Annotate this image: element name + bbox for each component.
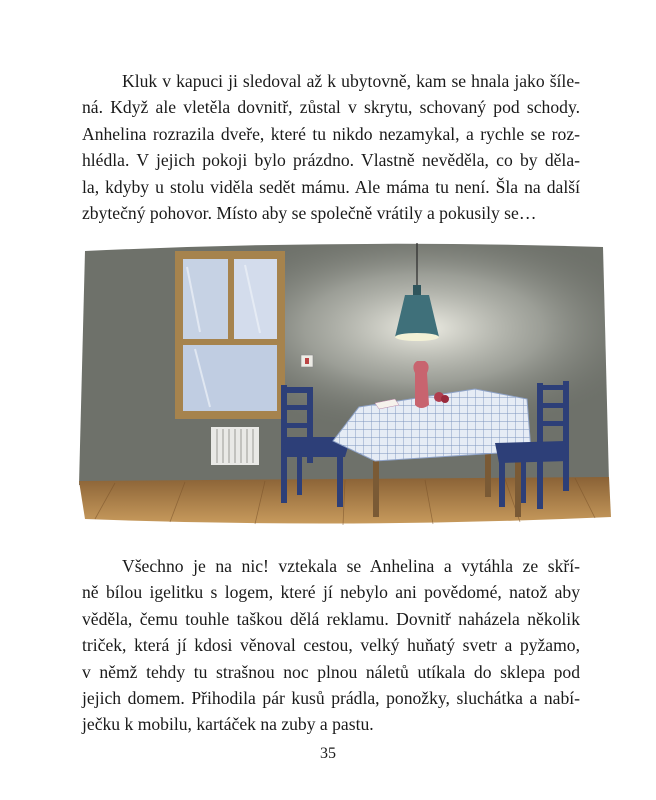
window [175, 251, 285, 419]
text-line: la, kdyby u stolu viděla sedět mámu. Ale máma tu není. Šla na další [82, 176, 580, 197]
text-line: ně bílou igelitku s logem, které jí nebylo ani povědomé, natož aby [82, 582, 580, 603]
paragraph-1 [82, 68, 580, 226]
paragraph-2 [82, 553, 580, 738]
vase [413, 361, 429, 408]
radiator [211, 427, 259, 465]
text-line: Všechno je na nic! vztekala se Anhelina a vytáhla ze skří- [122, 556, 580, 576]
text-line: hlédla. V jejich pokoji bylo prázdno. Vlastně nevěděla, co by děla- [82, 150, 580, 171]
page-number: 35 [320, 745, 336, 762]
text-line: Kluk v kapuci ji sledoval až k ubytovně, kam se hnala jako šíle- [122, 71, 580, 91]
text-line: Anhelina rozrazila dveře, které tu nikdo nezamykal, a rychle se roz- [82, 123, 580, 144]
text-line: jejich domem. Přihodila pár kusů prádla, ponožky, sluchátka a nabí- [82, 688, 580, 709]
room-illustration [75, 237, 613, 527]
text-line: v němž tehdy tu strašnou noc plnou náletů utíkala do sklepa pod [82, 661, 580, 682]
text-line: věděla, čemu touhle taškou dělá reklamu. Dovnitř naházela několik [82, 608, 580, 629]
text-line: zbytečný pohovor. Místo aby se společně vrátily a pokusily se… [82, 203, 537, 224]
text-line: ječku k mobilu, kartáček na zuby a pastu. [82, 714, 374, 735]
text-line: ná. Když ale vletěla dovnitř, zůstal v skrytu, schovaný pod schody. [82, 97, 580, 118]
text-line: triček, která jí kdosi věnoval cestou, velký huňatý svetr a pyžamo, [82, 635, 580, 656]
